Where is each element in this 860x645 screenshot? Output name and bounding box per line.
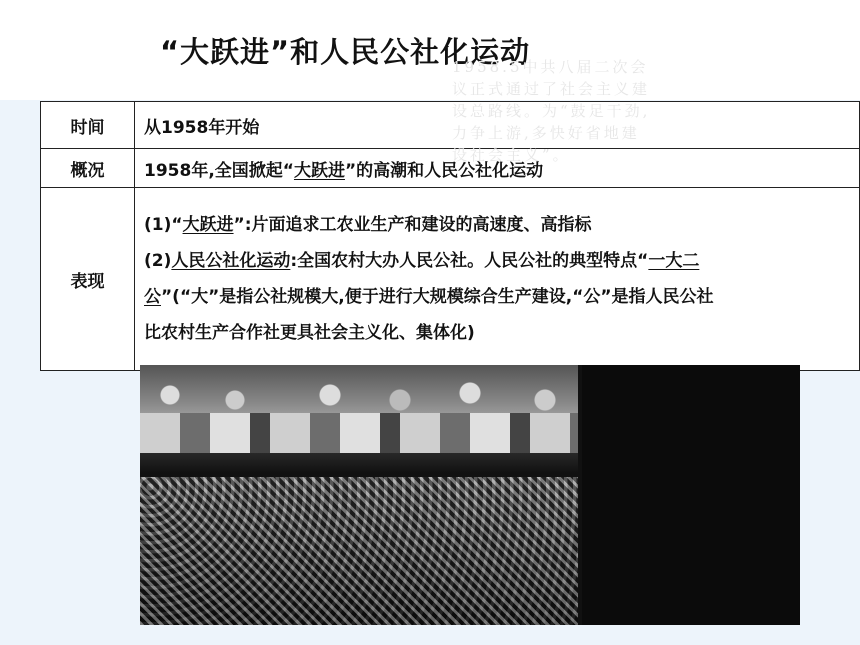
item1-underlined-term: 大跃进	[182, 215, 234, 235]
row-content-manifestation	[135, 188, 860, 371]
overview-text-after: ”的高潮和人民公社化运动	[344, 160, 544, 181]
overview-text-before: 1958年,全国掀起“	[144, 160, 294, 181]
info-table	[40, 101, 860, 371]
table-row	[41, 149, 860, 188]
crowd-texture	[140, 477, 578, 625]
assembly-crowd-photo	[140, 477, 578, 625]
table-row	[41, 102, 860, 149]
item2-underlined-phrase-end: 公	[144, 287, 161, 307]
manifestation-item-2	[144, 243, 858, 279]
caption-panel	[582, 365, 800, 625]
row-label-overview: 概况	[41, 149, 135, 188]
row-label-manifestation: 表现	[41, 188, 135, 371]
item1-text: ”:片面追求工农业生产和建设的高速度、高指标	[233, 215, 592, 235]
manifestation-item-2-end: 比农村生产合作社更具社会主义化、集体化)	[144, 323, 475, 343]
row-content-time: 从1958年开始	[135, 102, 860, 149]
overview-underlined-term: 大跃进	[293, 160, 345, 181]
manifestation-item-1	[144, 207, 858, 243]
photo-caption: 1958.5中共八届二次会议正式通过了社会主义建设总路线。为“鼓足干劲,力争上游,多快好省地建设社会主义”。	[452, 58, 651, 164]
item2-prefix: (2)	[144, 251, 172, 271]
manifestation-item-2-cont	[144, 279, 858, 315]
page-title: “大跃进”和人民公社化运动	[160, 35, 531, 69]
item2-line3: ”(“大”是指公社规模大,便于进行大规模综合生产建设,“公”是指人民公社	[161, 287, 714, 307]
historical-photo-group	[140, 365, 800, 625]
item2-underlined-phrase: 一大二	[648, 251, 700, 271]
item2-text: :全国农村大办人民公社。人民公社的典型特点“	[290, 251, 649, 271]
row-label-time: 时间	[41, 102, 135, 149]
item1-prefix: (1)“	[144, 215, 183, 235]
photo-figures	[140, 413, 578, 453]
leaders-on-stage-photo	[140, 365, 578, 473]
table-row	[41, 188, 860, 371]
item2-underlined-term: 人民公社化运动	[171, 251, 291, 271]
